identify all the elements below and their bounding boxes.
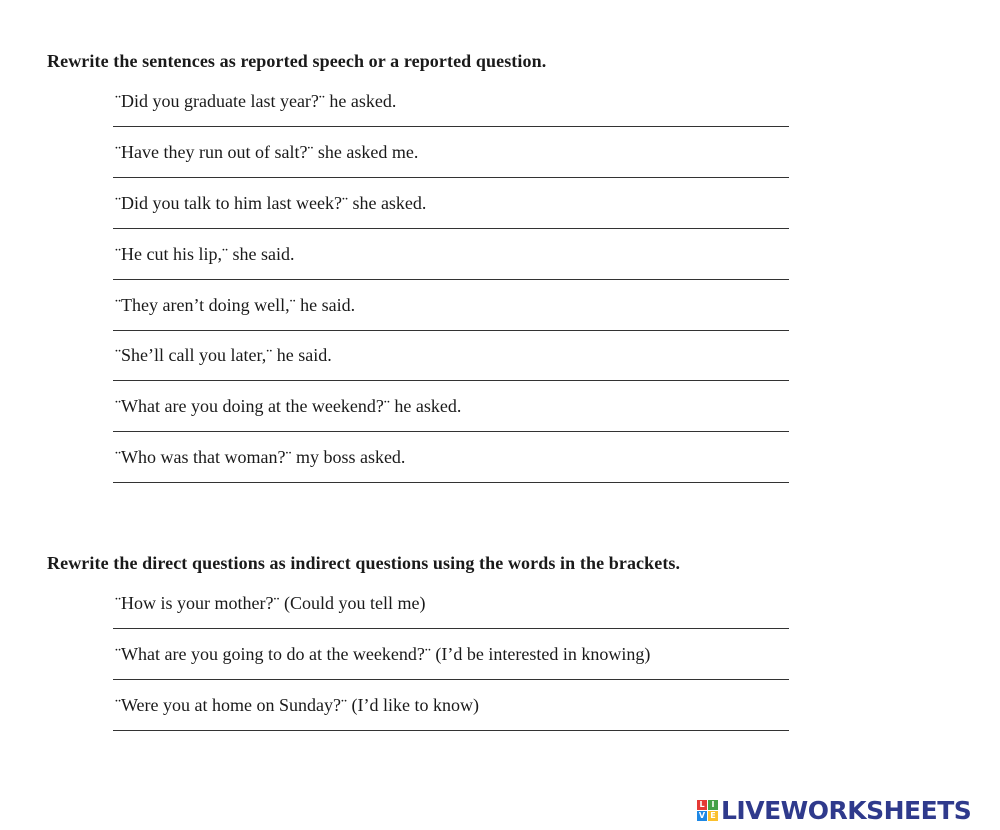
logo-text: LIVEWORKSHEETS bbox=[721, 795, 972, 825]
question-text: ¨Who was that woman?¨ my boss asked. bbox=[115, 447, 406, 467]
answer-line[interactable] bbox=[113, 482, 789, 483]
question-text: ¨Did you talk to him last week?¨ she asked. bbox=[115, 193, 427, 213]
answer-line[interactable] bbox=[113, 177, 789, 178]
answer-line[interactable] bbox=[113, 330, 789, 331]
logo-block: I bbox=[708, 800, 718, 810]
logo-block: L bbox=[697, 800, 707, 810]
answer-line[interactable] bbox=[113, 279, 789, 280]
answer-line[interactable] bbox=[113, 228, 789, 229]
question-text: ¨They aren’t doing well,¨ he said. bbox=[115, 295, 356, 315]
answer-line[interactable] bbox=[113, 679, 789, 680]
answer-line[interactable] bbox=[113, 730, 789, 731]
question-text: ¨Were you at home on Sunday?¨ (I’d like to know) bbox=[115, 695, 479, 715]
question-text: ¨Did you graduate last year?¨ he asked. bbox=[115, 91, 397, 111]
question-text: ¨Have they run out of salt?¨ she asked me. bbox=[115, 142, 419, 162]
question-text: ¨She’ll call you later,¨ he said. bbox=[115, 345, 332, 365]
logo-blocks-icon bbox=[697, 800, 718, 821]
section2-heading: Rewrite the direct questions as indirect questions using the words in the brackets. bbox=[47, 553, 681, 573]
question-text: ¨He cut his lip,¨ she said. bbox=[115, 244, 295, 264]
answer-line[interactable] bbox=[113, 431, 789, 432]
answer-line[interactable] bbox=[113, 628, 789, 629]
question-text: ¨What are you doing at the weekend?¨ he asked. bbox=[115, 396, 462, 416]
answer-line[interactable] bbox=[113, 380, 789, 381]
section1-heading: Rewrite the sentences as reported speech or a reported question. bbox=[47, 51, 547, 71]
answer-line[interactable] bbox=[113, 126, 789, 127]
question-text: ¨How is your mother?¨ (Could you tell me) bbox=[115, 593, 426, 613]
question-text: ¨What are you going to do at the weekend?¨ (I’d be interested in knowing) bbox=[115, 644, 651, 664]
logo-block: V bbox=[698, 810, 706, 820]
liveworksheets-logo bbox=[697, 793, 971, 827]
logo-block: E bbox=[708, 811, 718, 821]
